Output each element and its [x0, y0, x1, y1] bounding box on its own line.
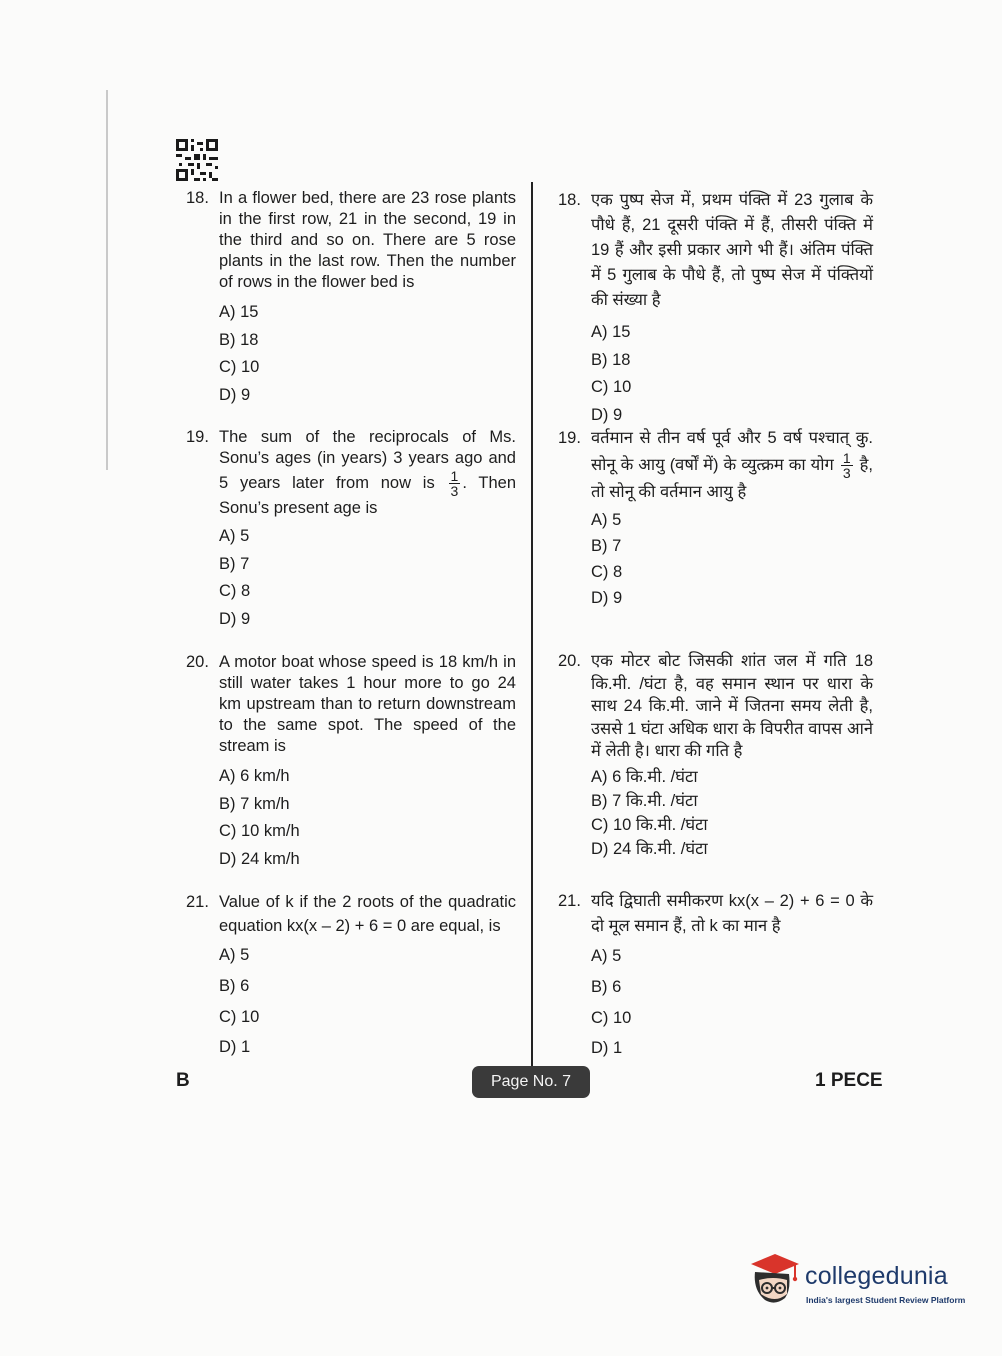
question-number: 19.	[186, 428, 209, 446]
question-text: एक पुष्प सेज में, प्रथम पंक्ति में 23 गुलाब के पौधे हैं, 21 दूसरी पंक्ति में हैं, तीसरी पंक्ति में 19 हैं और इसी प्रकार आगे भी हैं। अंतिम पंक्ति में 5 गुलाब के पौधे हैं, तो पुष्प सेज में पंक्तियों की संख्या है	[591, 191, 873, 309]
option-c[interactable]: C) 10 km/h	[219, 822, 300, 841]
options-list	[219, 940, 516, 1063]
question-number: 20.	[186, 653, 209, 671]
option-b[interactable]: B) 6	[591, 977, 622, 996]
option-a[interactable]: A) 15	[591, 323, 631, 341]
question-18-hi	[558, 188, 873, 429]
question-text: A motor boat whose speed is 18 km/h in still water takes 1 hour more to go 24 km upstream than to return downstream to the same spot. The speed of the stream is	[219, 653, 516, 755]
option-d[interactable]: D) 9	[591, 589, 623, 607]
fraction	[841, 451, 853, 480]
options-list	[591, 319, 873, 429]
question-text: यदि द्विघाती समीकरण kx(x – 2) + 6 = 0 के दो मूल समान हैं, तो k का मान है	[591, 892, 873, 935]
option-a[interactable]: A) 5	[591, 947, 622, 965]
question-text: In a flower bed, there are 23 rose plants in the first row, 21 in the second, 19 in the third and so on. There are 5 rose plants in the last row. Then the number of rows in the flower bed is	[219, 189, 516, 291]
option-c[interactable]: C) 8	[591, 563, 623, 581]
fraction-numerator: 1	[842, 450, 851, 466]
question-number: 21.	[558, 892, 581, 910]
option-a[interactable]: A) 6 km/h	[219, 767, 290, 785]
option-d[interactable]: D) 24 कि.मी. /घंटा	[591, 839, 708, 858]
option-b[interactable]: B) 18	[219, 330, 259, 349]
option-d[interactable]: D) 9	[219, 385, 251, 404]
option-d[interactable]: D) 1	[219, 1038, 251, 1057]
option-c[interactable]: C) 10 कि.मी. /घंटा	[591, 815, 708, 834]
option-d[interactable]: D) 9	[219, 609, 251, 628]
question-text: एक मोटर बोट जिसकी शांत जल में गति 18 कि.मी. /घंटा है, वह समान स्थान पर धारा के साथ 24 कि.मी. जाने में जितना समय लेती है, उससे 1 घंटा अधिक धारा के विपरीत वापस आने में लेती है। धारा की गति है	[591, 652, 873, 760]
question-number: 21.	[186, 893, 209, 911]
set-label: B	[176, 1070, 190, 1091]
option-c[interactable]: C) 10	[219, 1007, 260, 1026]
option-a[interactable]: A) 15	[219, 303, 259, 321]
question-text-after: . Then Sonu’s present age is	[219, 473, 517, 517]
question-text-before: वर्तमान से तीन वर्ष पूर्व और 5 वर्ष पश्चात् कु. सोनू के आयु (वर्षों में) के व्युत्क्रम का योग	[591, 429, 873, 474]
fraction-denominator: 3	[842, 465, 851, 481]
fraction-denominator: 3	[450, 483, 459, 499]
qr-code-icon	[176, 139, 218, 181]
options-list	[591, 507, 873, 611]
option-d[interactable]: D) 1	[591, 1039, 623, 1058]
option-b[interactable]: B) 18	[591, 350, 631, 369]
question-20-hi	[558, 650, 873, 861]
option-a[interactable]: A) 5	[219, 946, 250, 964]
option-d[interactable]: D) 24 km/h	[219, 849, 300, 868]
question-21-en	[186, 890, 516, 1063]
options-list	[591, 765, 873, 861]
option-a[interactable]: A) 6 कि.मी. /घंटा	[591, 767, 698, 786]
option-d[interactable]: D) 9	[591, 405, 623, 424]
question-19-en	[186, 427, 516, 633]
options-list	[219, 523, 516, 633]
option-c[interactable]: C) 8	[219, 582, 251, 601]
options-list	[219, 299, 516, 409]
collegedunia-logo-icon	[745, 1250, 801, 1310]
options-list	[219, 763, 516, 873]
question-number: 18.	[186, 189, 209, 207]
question-number: 18.	[558, 191, 581, 209]
option-b[interactable]: B) 7	[591, 537, 622, 555]
option-a[interactable]: A) 5	[591, 511, 622, 529]
fraction-numerator: 1	[450, 468, 459, 484]
paper-code: 1 PECE	[815, 1070, 883, 1091]
question-21-hi	[558, 889, 873, 1064]
option-b[interactable]: B) 6	[219, 976, 250, 995]
page-number-badge: Page No. 7	[472, 1066, 590, 1098]
question-20-en	[186, 652, 516, 873]
option-c[interactable]: C) 10	[219, 358, 260, 377]
question-19-hi	[558, 426, 873, 611]
question-text: Value of k if the 2 roots of the quadratic equation kx(x – 2) + 6 = 0 are equal, is	[219, 893, 516, 935]
margin-line	[106, 90, 108, 470]
options-list	[591, 941, 873, 1064]
question-text-before: The sum of the reciprocals of Ms. Sonu’s ages (in years) 3 years ago and 5 years later from now is	[219, 428, 516, 492]
question-text-after: है, तो सोनू की वर्तमान आयु है	[591, 455, 873, 501]
question-text	[591, 426, 873, 505]
option-a[interactable]: A) 5	[219, 527, 250, 545]
brand-name: collegedunia	[805, 1262, 948, 1290]
fraction	[449, 469, 461, 498]
question-text	[219, 427, 516, 519]
brand-tagline: India's largest Student Review Platform	[806, 1295, 966, 1305]
option-b[interactable]: B) 7 कि.मी. /घंटा	[591, 791, 698, 810]
option-c[interactable]: C) 10	[591, 378, 632, 397]
option-b[interactable]: B) 7	[219, 554, 250, 573]
option-c[interactable]: C) 10	[591, 1008, 632, 1027]
column-divider	[531, 182, 533, 1068]
question-18-en	[186, 188, 516, 409]
question-number: 19.	[558, 429, 581, 447]
option-b[interactable]: B) 7 km/h	[219, 794, 290, 813]
collegedunia-watermark	[745, 1250, 975, 1314]
question-number: 20.	[558, 652, 581, 670]
